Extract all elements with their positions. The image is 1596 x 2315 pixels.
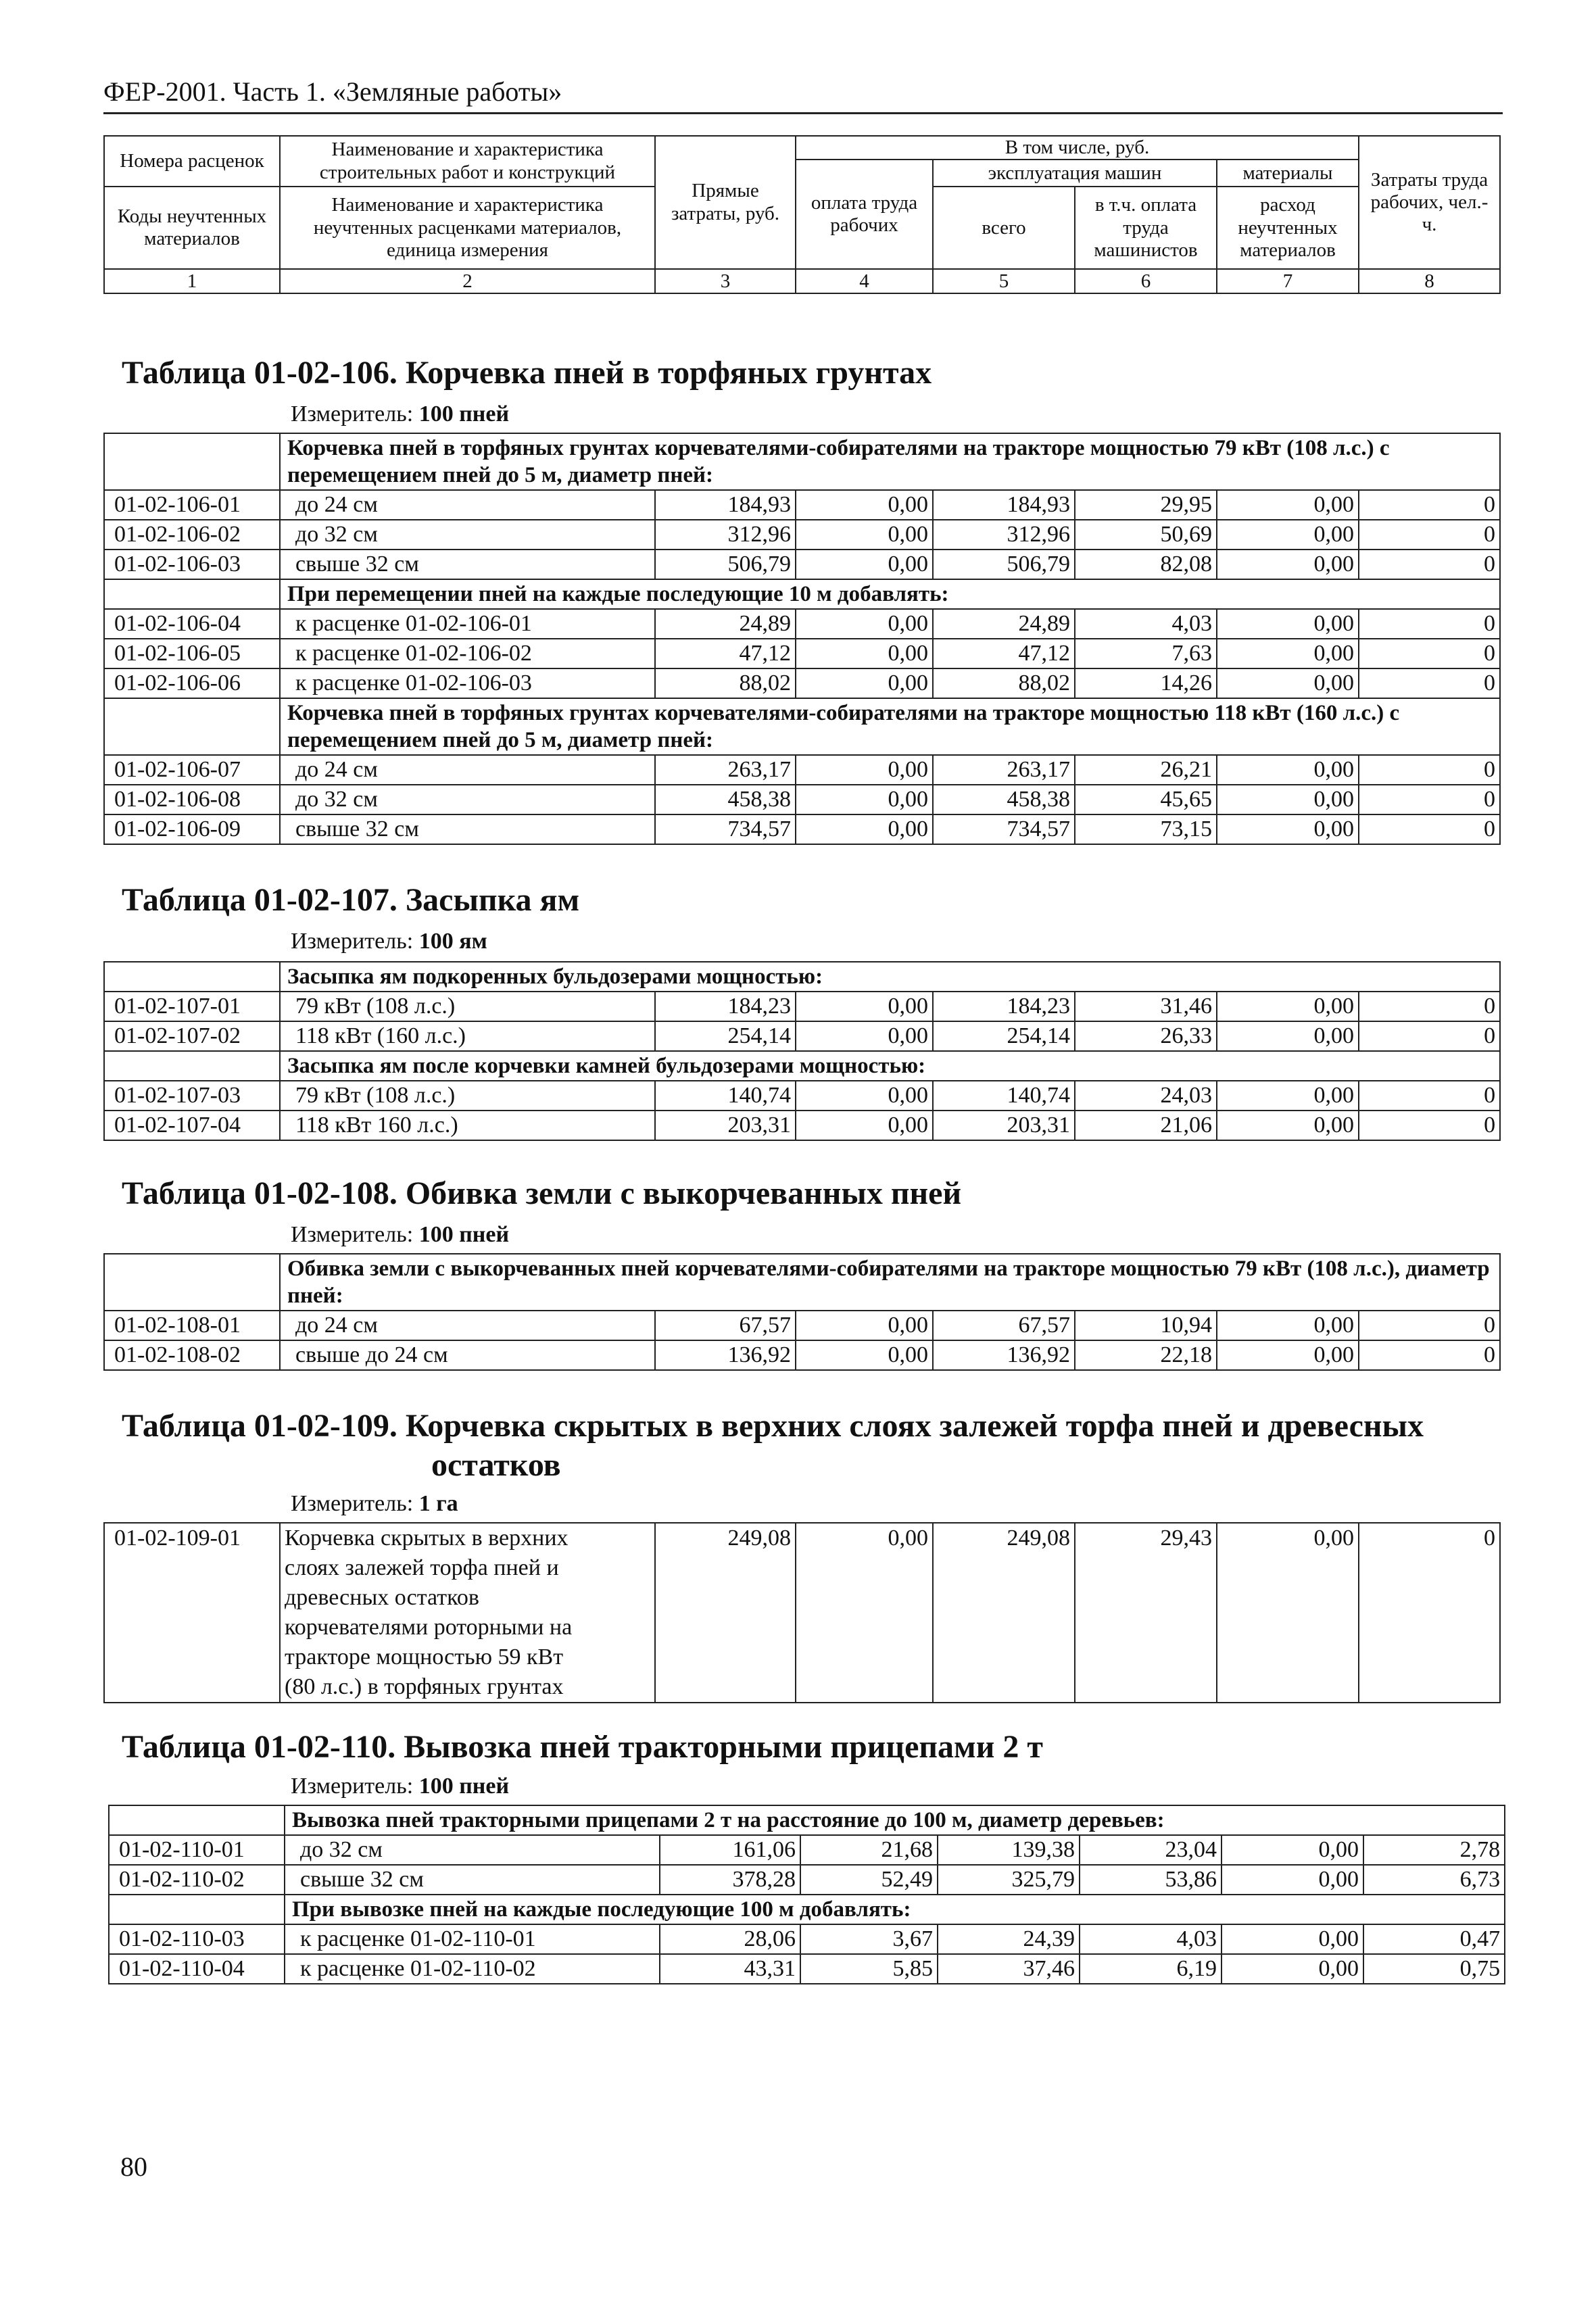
measure-109: Измеритель: 1 га: [291, 1491, 458, 1516]
group-title: Корчевка пней в торфяных грунтах корчевателями-собирателями на тракторе мощностью 79 кВт (108 л.с.) с перемещением пней до 5 м, диаметр пней:: [280, 433, 1500, 490]
page-header: ФЕР-2001. Часть 1. «Земляные работы»: [103, 76, 562, 107]
table-row: 01-02-110-01 до 32 см 161,06 21,68 139,38 23,04 0,00 2,78: [109, 1835, 1505, 1865]
section-title-108: Таблица 01-02-108. Обивка земли с выкорчеванных пней: [122, 1175, 962, 1211]
table-109: [103, 1522, 1501, 1703]
table-107: [103, 961, 1501, 1141]
header-rule: [103, 112, 1503, 114]
section-title-107: Таблица 01-02-107. Засыпка ям: [122, 882, 580, 918]
group-title: При вывозке пней на каждые последующие 100 м добавлять:: [285, 1895, 1505, 1924]
col-number-5: 5: [933, 269, 1075, 293]
header-materials: материалы: [1217, 160, 1359, 187]
header-direct: Прямые затраты, руб.: [655, 136, 796, 269]
table-row: 01-02-110-02 свыше 32 см 378,28 52,49 325,79 53,86 0,00 6,73: [109, 1865, 1505, 1895]
header-materials-sub: расход неучтенных материалов: [1217, 187, 1359, 269]
table-row: 01-02-110-04 к расценке 01-02-110-02 43,31 5,85 37,46 6,19 0,00 0,75: [109, 1954, 1505, 1984]
table-row: 01-02-107-02 118 кВт (160 л.с.) 254,14 0,00 254,14 26,33 0,00 0: [104, 1021, 1500, 1051]
header-codes-top: Номера расценок: [104, 136, 280, 187]
header-machines-total: всего: [933, 187, 1075, 269]
table-row: 01-02-106-01 до 24 см 184,93 0,00 184,93 29,95 0,00 0: [104, 490, 1500, 520]
group-title: Засыпка ям после корчевки камней бульдозерами мощностью:: [280, 1051, 1500, 1081]
header-machines-wage: в т.ч. оплата труда машинистов: [1075, 187, 1217, 269]
col-number-3: 3: [655, 269, 796, 293]
table-row: 01-02-107-01 79 кВт (108 л.с.) 184,23 0,00 184,23 31,46 0,00 0: [104, 992, 1500, 1021]
group-title: Корчевка пней в торфяных грунтах корчевателями-собирателями на тракторе мощностью 118 кВт (160 л.с.) с перемещением пней до 5 м, диаметр пней:: [280, 698, 1500, 755]
section-title-106: Таблица 01-02-106. Корчевка пней в торфяных грунтах: [122, 355, 932, 391]
col-number-2: 2: [280, 269, 655, 293]
table-row: 01-02-106-08 до 32 см 458,38 0,00 458,38 45,65 0,00 0: [104, 785, 1500, 814]
table-row: 01-02-106-09 свыше 32 см 734,57 0,00 734,57 73,15 0,00 0: [104, 814, 1500, 844]
table-row: 01-02-107-03 79 кВт (108 л.с.) 140,74 0,00 140,74 24,03 0,00 0: [104, 1081, 1500, 1111]
table-row: 01-02-110-03 к расценке 01-02-110-01 28,06 3,67 24,39 4,03 0,00 0,47: [109, 1924, 1505, 1954]
header-name-bottom: Наименование и характеристика неучтенных расценками материалов, единица измерения: [280, 187, 655, 269]
group-title: При перемещении пней на каждые последующие 10 м добавлять:: [280, 579, 1500, 609]
header-labor: Затраты труда рабочих, чел.-ч.: [1359, 136, 1500, 269]
measure-108: Измеритель: 100 пней: [291, 1222, 510, 1247]
table-row: 01-02-106-06 к расценке 01-02-106-03 88,02 0,00 88,02 14,26 0,00 0: [104, 668, 1500, 698]
table-110: [108, 1805, 1505, 1984]
group-title: Засыпка ям подкоренных бульдозерами мощностью:: [280, 962, 1500, 992]
col-number-7: 7: [1217, 269, 1359, 293]
measure-110: Измеритель: 100 пней: [291, 1774, 510, 1799]
table-108: [103, 1253, 1501, 1371]
table-row: 01-02-106-03 свыше 32 см 506,79 0,00 506,79 82,08 0,00 0: [104, 550, 1500, 579]
column-header-table: [103, 135, 1501, 294]
table-row: 01-02-106-07 до 24 см 263,17 0,00 263,17 26,21 0,00 0: [104, 755, 1500, 785]
col-number-4: 4: [796, 269, 933, 293]
group-title: Вывозка пней тракторными прицепами 2 т на расстояние до 100 м, диаметр деревьев:: [285, 1805, 1505, 1835]
col-number-6: 6: [1075, 269, 1217, 293]
section-title-109: Таблица 01-02-109. Корчевка скрытых в верхних слоях залежей торфа пней и древесных: [122, 1408, 1424, 1444]
table-106: [103, 433, 1501, 845]
section-title-109-cont: остатков: [431, 1447, 561, 1483]
table-row: 01-02-109-01 Корчевка скрытых в верхних слоях залежей торфа пней и древесных остатков корчевателями роторными на тракторе мощностью 59 кВт (80 л.с.) в торфяных грунтах 249,08 0,00 249,08 29,43 0,00 0: [104, 1523, 1500, 1703]
header-name-top: Наименование и характеристика строительных работ и конструкций: [280, 136, 655, 187]
col-number-1: 1: [104, 269, 280, 293]
header-codes-bottom: Коды неучтенных материалов: [104, 187, 280, 269]
table-row: 01-02-108-01 до 24 см 67,57 0,00 67,57 10,94 0,00 0: [104, 1311, 1500, 1340]
header-including: В том числе, руб.: [796, 136, 1359, 160]
table-row: 01-02-106-04 к расценке 01-02-106-01 24,89 0,00 24,89 4,03 0,00 0: [104, 609, 1500, 639]
header-wage: оплата труда рабочих: [796, 160, 933, 269]
table-row: 01-02-107-04 118 кВт 160 л.с.) 203,31 0,00 203,31 21,06 0,00 0: [104, 1111, 1500, 1140]
header-machines: эксплуатация машин: [933, 160, 1217, 187]
measure-106: Измеритель: 100 пней: [291, 401, 510, 427]
section-title-110: Таблица 01-02-110. Вывозка пней тракторными прицепами 2 т: [122, 1729, 1043, 1765]
measure-107: Измеритель: 100 ям: [291, 929, 487, 954]
group-title: Обивка земли с выкорчеванных пней корчевателями-собирателями на тракторе мощностью 79 кВт (108 л.с.), диаметр пней:: [280, 1254, 1500, 1311]
table-row: 01-02-108-02 свыше до 24 см 136,92 0,00 136,92 22,18 0,00 0: [104, 1340, 1500, 1370]
page-number: 80: [120, 2151, 147, 2182]
table-row: 01-02-106-02 до 32 см 312,96 0,00 312,96 50,69 0,00 0: [104, 520, 1500, 550]
col-number-8: 8: [1359, 269, 1500, 293]
table-row: 01-02-106-05 к расценке 01-02-106-02 47,12 0,00 47,12 7,63 0,00 0: [104, 639, 1500, 668]
